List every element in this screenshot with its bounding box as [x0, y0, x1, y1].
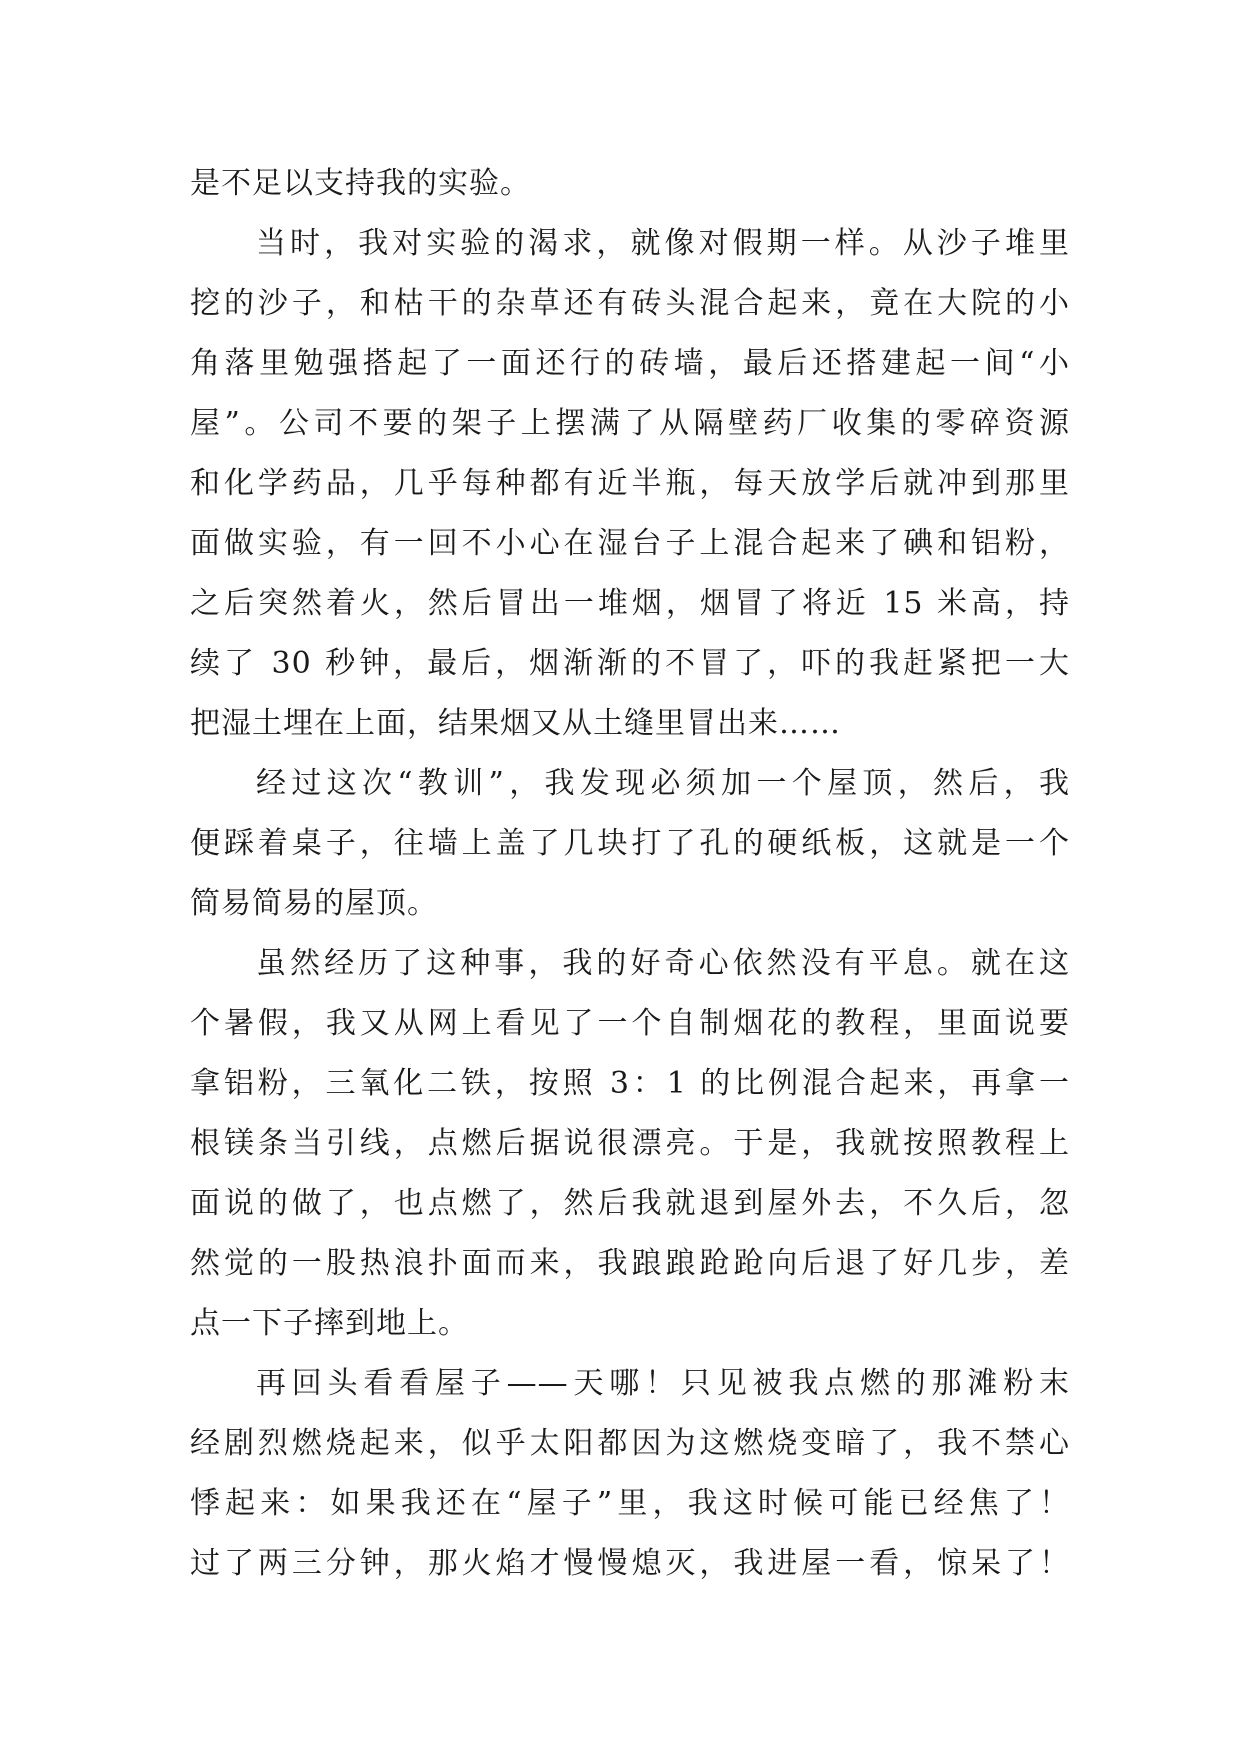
text-line: 再回头看看屋子——天哪！只见被我点燃的那滩粉末	[256, 1366, 1070, 1401]
text-line: 虽然经历了这种事，我的好奇心依然没有平息。就在这	[256, 946, 1070, 981]
document-page	[190, 154, 1070, 1594]
text-line: 简易简易的屋顶。	[190, 886, 438, 921]
text-line: 当时，我对实验的渴求，就像对假期一样。从沙子堆里	[256, 226, 1070, 261]
text-line: 根镁条当引线，点燃后据说很漂亮。于是，我就按照教程上	[190, 1126, 1070, 1161]
text-line: 面说的做了，也点燃了，然后我就退到屋外去，不久后，忽	[190, 1186, 1070, 1221]
text-line: 把湿土埋在上面，结果烟又从土缝里冒出来……	[190, 706, 841, 741]
text-line: 挖的沙子，和枯干的杂草还有砖头混合起来，竟在大院的小	[190, 286, 1070, 321]
text-line: 经剧烈燃烧起来，似乎太阳都因为这燃烧变暗了，我不禁心	[190, 1426, 1070, 1461]
text-line: 经过这次“教训”，我发现必须加一个屋顶，然后，我	[256, 766, 1070, 801]
text-line: 然觉的一股热浪扑面而来，我踉踉跄跄向后退了好几步，差	[190, 1246, 1070, 1281]
text-line: 屋”。公司不要的架子上摆满了从隔壁药厂收集的零碎资源	[190, 406, 1070, 441]
text-line: 拿铝粉，三氧化二铁，按照 3：1 的比例混合起来，再拿一	[190, 1066, 1070, 1101]
text-line: 面做实验，有一回不小心在湿台子上混合起来了碘和铝粉，	[190, 526, 1070, 561]
text-line: 便踩着桌子，往墙上盖了几块打了孔的硬纸板，这就是一个	[190, 826, 1070, 861]
text-line: 续了 30 秒钟，最后，烟渐渐的不冒了，吓的我赶紧把一大	[190, 646, 1070, 681]
text-line: 点一下子摔到地上。	[190, 1306, 469, 1341]
text-line: 之后突然着火，然后冒出一堆烟，烟冒了将近 15 米高，持	[190, 586, 1070, 621]
text-line: 是不足以支持我的实验。	[190, 166, 531, 201]
text-line: 角落里勉强搭起了一面还行的砖墙，最后还搭建起一间“小	[190, 346, 1070, 381]
text-line: 悸起来：如果我还在“屋子”里，我这时候可能已经焦了！	[190, 1486, 1070, 1521]
text-line: 和化学药品，几乎每种都有近半瓶，每天放学后就冲到那里	[190, 466, 1070, 501]
text-line: 过了两三分钟，那火焰才慢慢熄灭，我进屋一看，惊呆了！	[190, 1546, 1070, 1581]
text-line: 个暑假，我又从网上看见了一个自制烟花的教程，里面说要	[190, 1006, 1070, 1041]
